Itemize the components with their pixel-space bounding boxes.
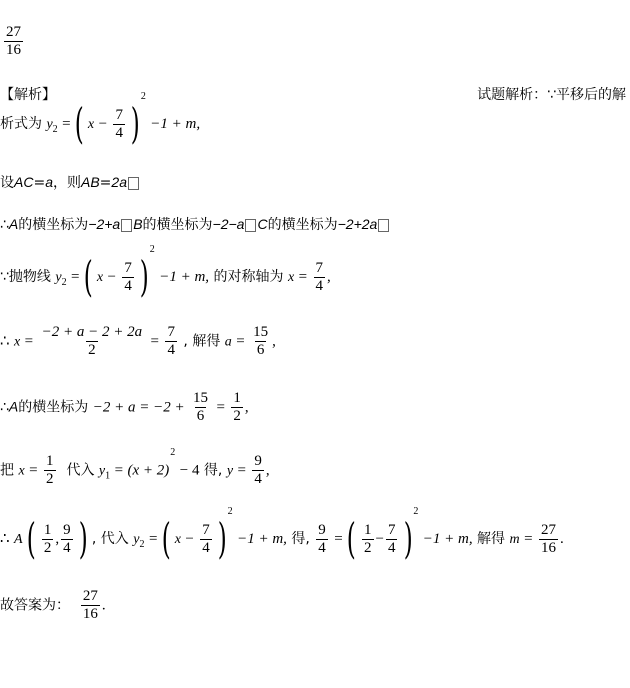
subscript: 2 <box>61 276 67 288</box>
var-y: y <box>133 532 140 547</box>
equals: = <box>24 333 34 350</box>
expression-tail: −1 + m, <box>159 269 210 285</box>
subscript: 2 <box>139 538 145 550</box>
minus: − <box>185 531 194 547</box>
fraction <box>231 390 243 425</box>
fraction-numerator: 1 <box>43 521 52 538</box>
var-2a: 2a <box>111 174 127 190</box>
text: , 代入 <box>91 531 129 547</box>
point-a: A <box>8 398 19 415</box>
text: 的横坐标为 <box>18 399 89 416</box>
punct: , <box>265 462 270 479</box>
fraction-denominator: 4 <box>318 539 326 556</box>
equals: = <box>71 269 80 285</box>
answer-label: 故答案为： <box>0 597 70 614</box>
exponent: 2 <box>413 506 419 517</box>
line-solve-a <box>0 324 276 359</box>
subscript: 1 <box>105 470 111 482</box>
fraction-denominator: 4 <box>124 277 132 294</box>
fraction-denominator: 4 <box>63 539 71 556</box>
line-substitute-x <box>0 447 270 488</box>
fraction <box>40 324 145 359</box>
expression: (x + 2) <box>127 462 170 479</box>
fraction <box>251 324 270 359</box>
right-paren: ) <box>78 514 88 563</box>
fraction <box>44 453 56 488</box>
therefore-symbol: ∴ <box>0 333 10 350</box>
fraction <box>191 390 210 425</box>
punct: . <box>101 597 106 614</box>
equals: = <box>148 531 158 547</box>
expression-tail: − 4 <box>179 462 200 479</box>
exponent: 2 <box>170 447 176 458</box>
equals: = <box>334 531 343 547</box>
expression-tail: −1 + m, <box>237 531 287 547</box>
missing-glyph-box <box>128 177 139 190</box>
fraction-numerator: 27 <box>541 521 556 538</box>
line-abscissas <box>0 214 390 234</box>
fraction <box>314 260 326 295</box>
var-ac: AC <box>14 174 34 190</box>
fraction-denominator: 4 <box>167 342 175 358</box>
fraction-denominator: 4 <box>254 471 262 487</box>
exponent: 2 <box>140 91 146 102</box>
top-answer <box>2 24 25 59</box>
fraction-denominator: 16 <box>6 42 21 58</box>
therefore-symbol: ∴ <box>0 399 9 416</box>
text: 把 <box>0 462 14 479</box>
left-paren: ( <box>83 252 93 301</box>
var-x: x <box>18 463 25 479</box>
subscript: 2 <box>52 123 58 135</box>
fraction-numerator: 15 <box>253 324 269 340</box>
therefore-symbol: ∴ <box>0 217 9 233</box>
value: −2+a <box>88 216 121 232</box>
equals: = <box>237 462 246 479</box>
fraction-numerator: 9 <box>318 521 326 538</box>
fraction-denominator: 4 <box>315 277 324 294</box>
var-m: m <box>509 532 520 547</box>
exponent: 2 <box>149 244 155 255</box>
minus: − <box>98 116 108 132</box>
var-x: x <box>87 117 95 132</box>
punct: , <box>327 269 331 285</box>
right-paren: ) <box>140 252 150 301</box>
punct: . <box>560 531 564 547</box>
missing-glyph-box <box>121 219 132 232</box>
var-y: y <box>46 117 53 132</box>
fraction-numerator: 1 <box>364 521 372 538</box>
minus: − <box>107 269 116 285</box>
fraction <box>539 522 558 557</box>
fraction-denominator: 16 <box>82 606 98 622</box>
line-solve-m: ∴ A ( $\frac{1}{2}$ , $\frac{9}{4}$ ) , 代入 $y_2$ = ( x − $\frac{7}{4}$ )$^2$ −1 + m, 得, $\frac{9}{4}$ = ( $\frac{1}{2}$ − $\frac{7}{4}$ )$^2$ −1 + m, 解得 m = $\frac{27}{16}$ . <box>0 506 564 563</box>
left-paren: ( <box>26 514 36 563</box>
because-symbol: ∵ <box>0 269 9 285</box>
fraction-denominator: 6 <box>256 342 265 358</box>
text: 代入 <box>66 462 95 479</box>
fraction-denominator: 4 <box>202 539 210 556</box>
value: −2+2a <box>337 216 378 232</box>
equals: = <box>62 116 71 132</box>
left-paren: ( <box>74 99 84 148</box>
var-ab: AB <box>80 174 100 190</box>
left-paren: ( <box>346 514 356 563</box>
equals: = <box>524 531 533 547</box>
fraction-denominator: 2 <box>364 539 372 556</box>
analysis-intro <box>477 84 626 104</box>
line-set-ac <box>0 172 140 192</box>
text: 解得 <box>477 531 506 547</box>
equals: = <box>114 462 124 479</box>
var-y: y <box>55 270 62 285</box>
text: 得, <box>291 531 310 547</box>
fraction-numerator: 1 <box>233 390 241 406</box>
expression-tail: −1 + m, <box>150 116 201 132</box>
var-x: x <box>96 270 104 285</box>
line-a-abscissa <box>0 390 249 425</box>
fraction-numerator: 7 <box>315 259 324 276</box>
text: 的对称轴为 <box>213 269 284 285</box>
right-paren: ) <box>217 514 227 563</box>
fraction-numerator: 7 <box>115 106 123 123</box>
fraction-denominator: 2 <box>88 342 96 358</box>
equals: = <box>216 399 225 416</box>
point-c: C <box>257 216 268 232</box>
fraction-numerator: 7 <box>124 259 132 276</box>
fraction-denominator: 2 <box>233 408 241 424</box>
fraction-numerator: 9 <box>63 521 71 538</box>
right-paren: ) <box>131 99 141 148</box>
missing-glyph-box <box>378 219 389 232</box>
fraction-numerator: 7 <box>387 521 396 538</box>
fraction-denominator: 16 <box>541 539 556 556</box>
fraction-numerator: 7 <box>167 324 175 340</box>
text: ，则 <box>52 175 81 191</box>
expression-tail: −1 + m, <box>422 531 473 547</box>
therefore-symbol: ∴ <box>0 531 10 547</box>
fraction-numerator: 27 <box>82 588 98 604</box>
fraction <box>61 522 73 557</box>
right-paren: ) <box>403 514 413 563</box>
expression: −2 + a = −2 + <box>92 399 185 416</box>
fraction <box>362 522 374 557</box>
fraction <box>316 522 328 557</box>
var-y: y <box>98 463 106 479</box>
fraction <box>165 324 177 359</box>
punct: , <box>244 399 249 416</box>
text-prefix: 析式为 <box>0 116 42 132</box>
equals: = <box>99 175 112 191</box>
fraction-numerator: 7 <box>202 521 210 538</box>
fraction-denominator: 6 <box>196 408 205 424</box>
left-paren: ( <box>161 514 171 563</box>
answer-fraction <box>81 588 100 623</box>
text: 的横坐标为 <box>142 217 213 233</box>
analysis-intro-text: 试题解析：∵平移后的解 <box>477 87 626 103</box>
fraction <box>113 107 125 142</box>
text: 设 <box>0 175 14 191</box>
var-x: x <box>174 532 181 547</box>
line-final-answer <box>0 588 106 623</box>
var-y: y <box>226 463 234 479</box>
fraction-numerator: −2 + a − 2 + 2a <box>41 324 143 340</box>
var-x: x <box>287 270 295 285</box>
point-a: A <box>8 216 19 232</box>
fraction-denominator: 4 <box>115 124 123 141</box>
analysis-tag <box>0 84 56 104</box>
line-axis-of-symmetry <box>0 244 331 301</box>
equals: = <box>236 333 245 350</box>
punct: , <box>272 333 276 350</box>
fraction-numerator: 9 <box>254 453 262 469</box>
text: , 解得 <box>183 333 221 350</box>
equals: = <box>150 333 160 350</box>
missing-glyph-box <box>245 219 256 232</box>
fraction <box>386 522 398 557</box>
value: −2−a <box>212 216 245 232</box>
fraction-numerator: 1 <box>46 453 54 469</box>
exponent: 2 <box>227 506 233 517</box>
equals: = <box>298 269 308 285</box>
var-a: a <box>45 174 53 190</box>
equals: = <box>29 462 38 479</box>
comma: , <box>55 531 60 547</box>
fraction-denominator: 2 <box>43 539 52 556</box>
fraction-denominator: 2 <box>46 471 54 487</box>
analysis-tag-text: 【解析】 <box>0 87 56 103</box>
point-b: B <box>133 216 143 232</box>
fraction-numerator: 27 <box>6 24 21 40</box>
fraction-denominator: 4 <box>387 539 396 556</box>
text: 抛物线 <box>8 269 51 285</box>
fraction <box>200 522 212 557</box>
var-a: a <box>224 334 232 350</box>
top-answer-fraction <box>4 24 23 59</box>
fraction <box>42 522 54 557</box>
fraction-numerator: 15 <box>193 390 209 406</box>
fraction <box>122 260 134 295</box>
point-a: A <box>14 532 23 547</box>
var-x: x <box>14 334 21 350</box>
text: 得, <box>203 462 223 479</box>
text: 的横坐标为 <box>18 217 89 233</box>
text: 的横坐标为 <box>267 217 338 233</box>
fraction <box>252 453 264 488</box>
equals: = <box>33 175 46 191</box>
